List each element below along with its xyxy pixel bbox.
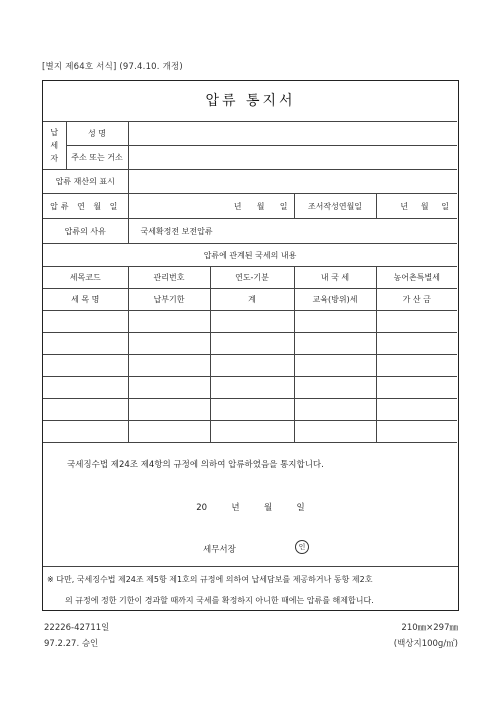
paper-size: 210㎜×297㎜ — [401, 623, 458, 633]
col-mgmt-no: 관리번호 — [128, 267, 210, 289]
col-tax-name: 세 목 명 — [43, 289, 128, 311]
address-label: 주소 또는 거소 — [66, 146, 128, 170]
paper-type: (백상지100g/㎡) — [393, 639, 458, 649]
col-due-date: 납부기한 — [128, 289, 210, 311]
col-tax-code: 세목코드 — [43, 267, 128, 289]
property-label: 압류 재산의 표시 — [43, 170, 128, 194]
note-line-1: ※ 다만, 국세징수법 제24조 제5항 제1호의 규정에 의하여 납세담보를 제공하거나 동항 제2호 — [47, 575, 373, 584]
form-table — [43, 121, 457, 443]
col-edu-tax: 교육(방위)세 — [294, 289, 376, 311]
form-title: 압류 통지서 — [205, 93, 296, 109]
address-field[interactable] — [128, 146, 457, 170]
reason-label: 압류의 사유 — [43, 219, 128, 244]
table-row — [43, 399, 457, 421]
col-rural-tax: 농어촌특별세 — [376, 267, 457, 289]
form-code: 22226-42711일 — [44, 623, 110, 633]
note-box — [43, 566, 458, 612]
form-header: [별지 제64호 서식] (97.4.10. 개정) — [42, 62, 183, 72]
tax-office-head: 세무서장 — [203, 545, 236, 555]
notice-body-text: 국세징수법 제24조 제4항의 규정에 의하여 압류하였음을 통지합니다. — [67, 460, 324, 470]
seal-icon: 인 — [295, 540, 309, 554]
notice-form — [42, 80, 459, 611]
seizure-date-field[interactable]: 년 월 일 — [128, 194, 294, 219]
related-tax-label: 압류에 관계된 국세의 내용 — [43, 244, 457, 267]
col-penalty: 가 산 금 — [376, 289, 457, 311]
survey-date-label: 조서작성연월일 — [294, 194, 376, 219]
table-row — [43, 421, 457, 443]
name-label: 성 명 — [66, 122, 128, 146]
table-row — [43, 377, 457, 399]
col-national-tax: 내 국 세 — [294, 267, 376, 289]
seizure-date-label: 압류 연 월 일 — [43, 194, 128, 219]
taxpayer-label: 납 세 자 — [43, 122, 66, 170]
table-row — [43, 311, 457, 333]
property-field[interactable] — [128, 170, 457, 194]
reason-value: 국세확정전 보전압류 — [128, 219, 457, 244]
survey-date-field[interactable]: 년 월 일 — [376, 194, 457, 219]
table-row — [43, 333, 457, 355]
note-line-2: 의 규정에 정한 기한이 경과할 때까지 국세를 확정하지 아니한 때에는 압류를 해제합니다. — [65, 596, 374, 605]
approval-date: 97.2.27. 승인 — [44, 639, 99, 649]
col-total: 계 — [210, 289, 294, 311]
name-field[interactable] — [128, 122, 457, 146]
table-row — [43, 355, 457, 377]
notice-date: 20 년 월 일 — [196, 503, 305, 513]
col-year: 연도-기분 — [210, 267, 294, 289]
